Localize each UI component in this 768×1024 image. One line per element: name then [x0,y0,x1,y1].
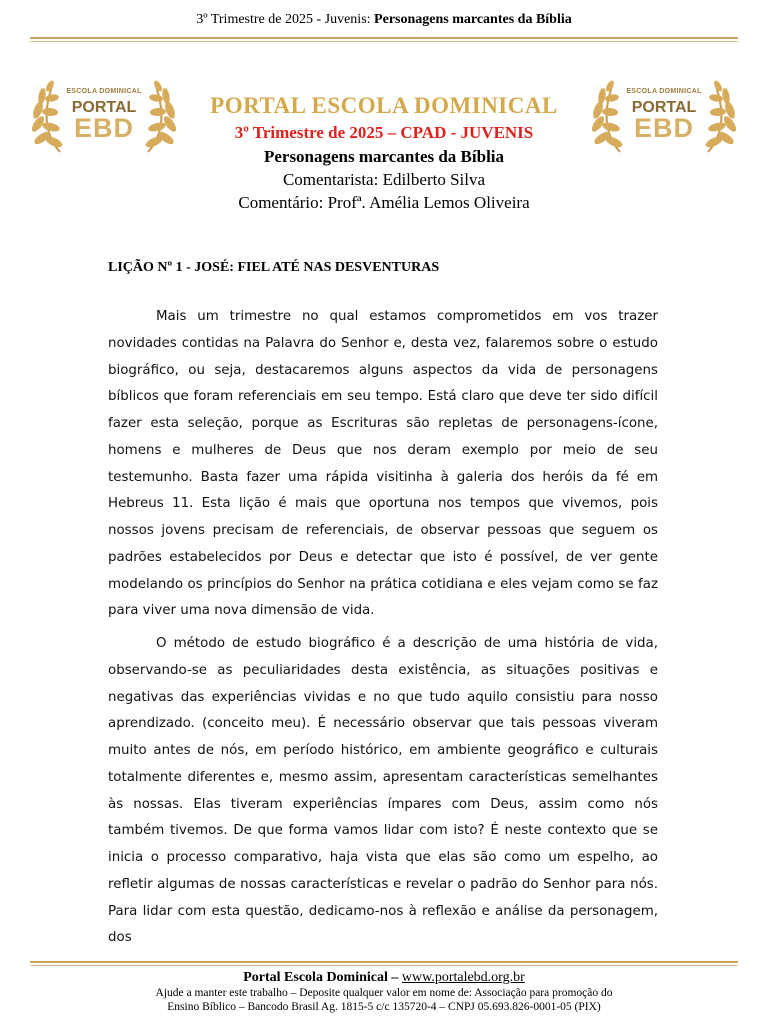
running-header-title: Personagens marcantes da Bíblia [374,12,572,27]
footer-donation-line: Ajude a manter este trabalho – Deposite qualquer valor em nome de: Associação para promoção do [155,987,613,999]
logo-portal-text: PORTAL [631,99,697,116]
header-rule-thin [30,41,738,42]
logo-ebd-text: EBD [633,113,694,143]
footer-site-line [0,969,768,986]
logo-portal-text: PORTAL [71,99,137,116]
footer-rule-thin [30,965,738,966]
logo-ebd-text: EBD [73,113,134,143]
magazine-title: Personagens marcantes da Bíblia [263,147,505,166]
paragraph: Mais um trimestre no qual estamos comprometidos em vos trazer novidades contidas na Palavra do Senhor e, desta vez, falaremos sobre o estudo biográfico, ou seja, destacaremos alguns aspectos da vida de personagens bíblicos que foram referenciais em seu tempo. Está claro que deve ter sido difícil fazer esta seleção, porque as Escrituras são repletas de personagens-ícone, homens e mulheres de Deus que nos deram exemplo por meio de seu testemunho. Basta fazer uma rápida visitinha à galeria dos heróis da fé em Hebreus 11. Esta lição é mais que oportuna nos tempos que vivemos, pois nossos jovens precisam de referenciais, de observar pessoas que seguem os padrões estabelecidos por Deus e detectar que isto é possível, de ver gente modelando os princípios do Senhor na prática cotidiana e eles vejam como se faz para viver uma nova dimensão de vida. [108,309,658,619]
header-rule [30,37,738,39]
footer-site-name: Portal Escola Dominical – [243,970,402,985]
paragraph: O método de estudo biográfico é a descrição de uma história de vida, observando-se as peculiaridades desta existência, as situações positivas e negativas das experiências vividas e no que tudo aquilo consistiu para nosso aprendizado. (conceito meu). É necessário observar que tais pessoas viveram muito antes de nós, em período histórico, em ambiente geográfico e culturais totalmente diferentes e, mesmo assim, apresentam características semelhantes às nossas. Elas tiveram experiências ímpares com Deus, assim como nós também tivemos. De que forma vamos lidar com isto? É neste contexto que se inicia o processo comparativo, haja vista que elas são como um espelho, ao refletir algumas de nossas características e revelar o padrão do Senhor para nós. Para lidar com esta questão, dedicamo-nos à reflexão e análise da personagem, dos [108,636,658,946]
page-title: PORTAL ESCOLA DOMINICAL [210,93,558,118]
portal-ebd-logo-right [590,80,738,156]
quarter-subtitle: 3º Trimestre de 2025 – CPAD - JUVENIS [234,123,534,142]
footer-site-link[interactable]: www.portalebd.org.br [401,970,525,985]
commentator-line: Comentarista: Edilberto Silva [282,170,486,189]
footer-bank-line: Ensino Bíblico – Bancodo Brasil Ag. 1815-5 c/c 135720-4 – CNPJ 05.693.826-0001-05 (PIX) [167,1001,601,1013]
lesson-body [108,304,658,958]
comment-author-line: Comentário: Profª. Amélia Lemos Oliveira [238,193,530,212]
footer-rule [30,961,738,963]
logo-small-text: ESCOLA DOMINICAL [66,88,142,95]
portal-ebd-logo-left [30,80,178,156]
running-header [0,12,768,28]
footer [0,969,768,1014]
logo-small-text: ESCOLA DOMINICAL [626,88,702,95]
running-header-prefix: 3º Trimestre de 2025 - Juvenis: [196,12,375,27]
lesson-title: LIÇÃO Nº 1 - JOSÉ: FIEL ATÉ NAS DESVENTURAS [108,260,440,275]
